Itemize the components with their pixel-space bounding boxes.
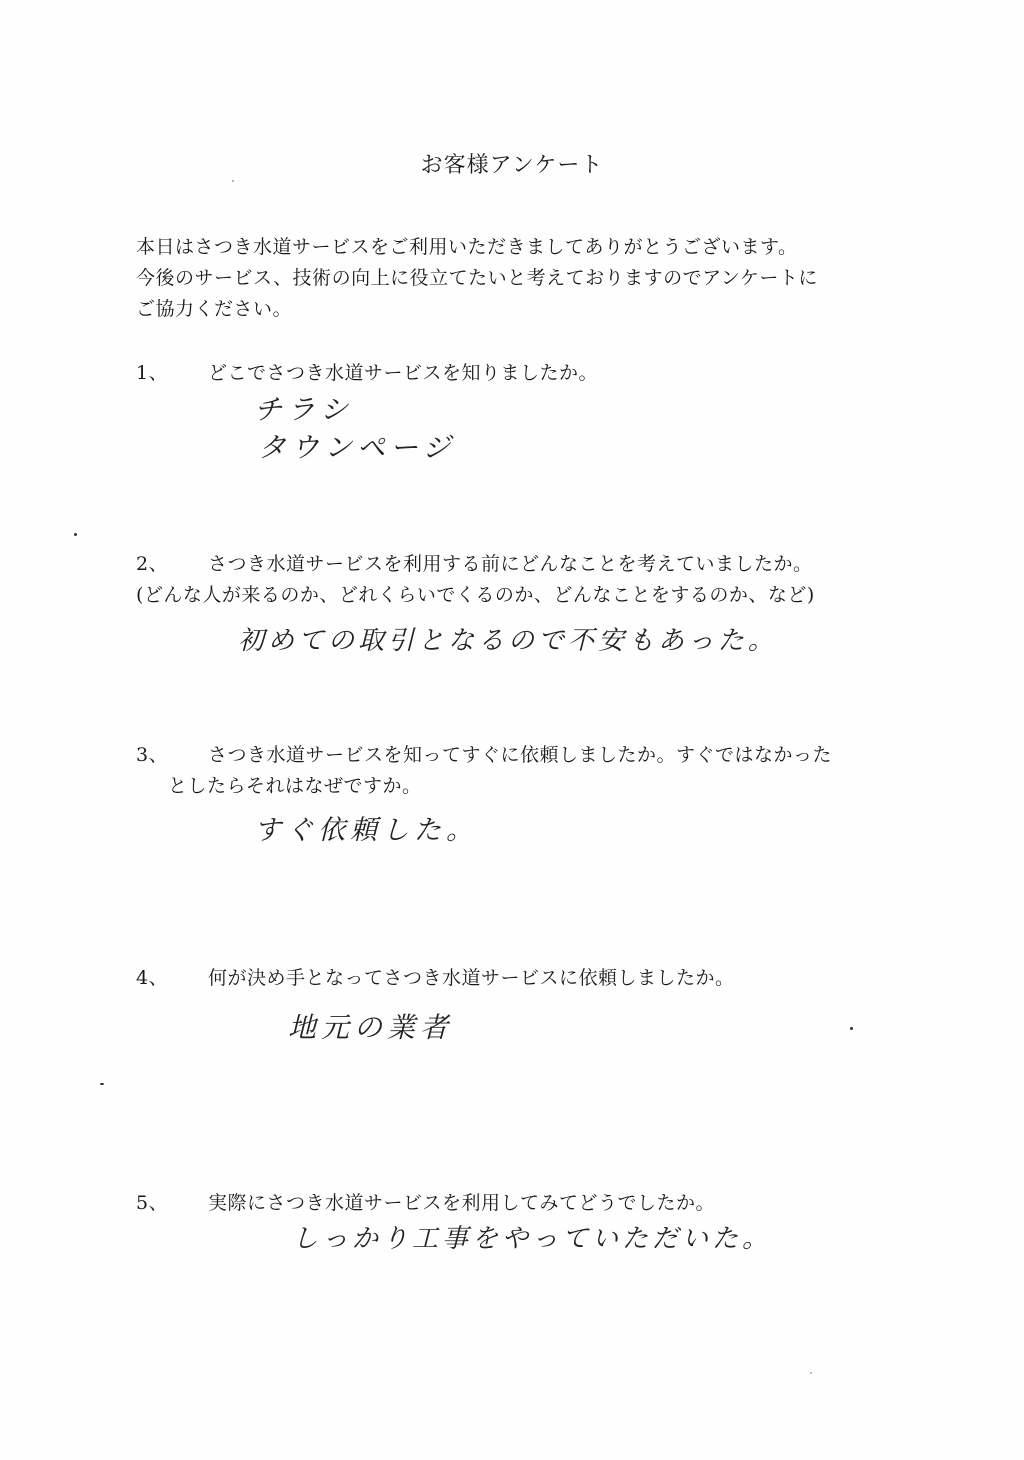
question-text: 実際にさつき水道サービスを利用してみてどうでしたか。: [208, 1192, 716, 1214]
handwritten-answer: チラシ: [254, 393, 354, 426]
question-number: 5、: [136, 1192, 169, 1214]
question-number: 3、: [136, 744, 169, 766]
scan-speck: [232, 180, 234, 182]
intro-line: 今後のサービス、技術の向上に役立てたいと考えておりますのでアンケートに: [136, 267, 818, 289]
intro-line: 本日はさつき水道サービスをご利用いただきましてありがとうございます。: [136, 236, 798, 258]
handwritten-answer: すぐ依頼した。: [254, 815, 478, 846]
question-text: さつき水道サービスを利用する前にどんなことを考えていましたか。: [208, 553, 813, 575]
question-text: どこでさつき水道サービスを知りましたか。: [208, 362, 599, 384]
question-text-continued: としたらそれはなぜですか。: [168, 775, 422, 797]
scan-speck: [810, 1372, 812, 1374]
question-number: 4、: [136, 967, 169, 989]
question-5: [136, 1188, 715, 1219]
question-text: 何が決め手となってさつき水道サービスに依頼しましたか。: [208, 967, 735, 989]
handwritten-answer: 地元の業者: [288, 1011, 454, 1044]
question-4: [136, 963, 735, 994]
intro-text: [136, 232, 916, 325]
intro-line: ご協力ください。: [136, 298, 293, 320]
handwritten-answer: 初めての取引となるので不安もあった。: [238, 626, 778, 656]
question-3: [136, 740, 832, 771]
scan-speck: [74, 533, 77, 536]
question-note: (どんな人が来るのか、どれくらいでくるのか、どんなことをするのか、など): [136, 584, 815, 606]
handwritten-answer: タウンページ: [258, 431, 456, 464]
question-2: [136, 549, 813, 580]
handwritten-answer: しっかり工事をやっていただいた。: [292, 1224, 773, 1254]
page-title: お客様アンケート: [420, 153, 604, 178]
question-1: [136, 358, 598, 389]
question-text: さつき水道サービスを知ってすぐに依頼しましたか。すぐではなかった: [208, 744, 833, 766]
question-number: 1、: [136, 362, 169, 384]
scan-speck: [100, 1083, 104, 1085]
question-number: 2、: [136, 553, 169, 575]
scan-speck: [850, 1027, 853, 1030]
